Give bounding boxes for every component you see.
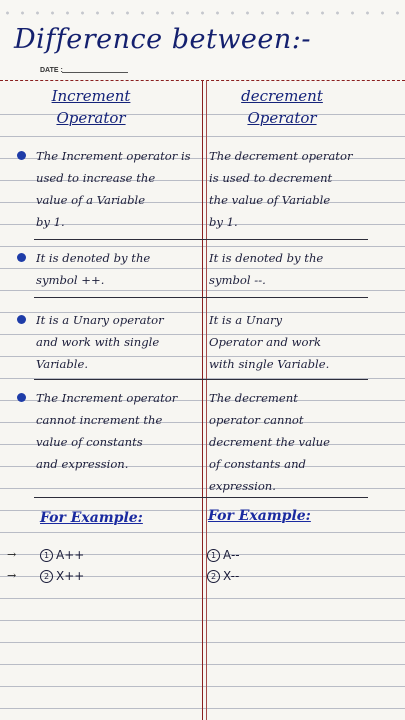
left-heading-line-2: Operator	[56, 109, 126, 127]
right-example-item-2	[207, 566, 239, 586]
bullet-icon	[17, 151, 26, 160]
row-2-left: It is denoted by the symbol ++.	[36, 251, 151, 287]
row-2-right: It is denoted by the symbol --.	[209, 251, 324, 287]
row-4-right: The decrement operator cannot decrement the value of constants and expression.	[209, 391, 331, 493]
circled-number: 2	[40, 570, 53, 583]
right-heading-line-1: decrement	[241, 87, 323, 105]
arrow-icon: →	[7, 548, 17, 561]
right-column-heading	[222, 85, 342, 129]
right-example-item-1	[207, 545, 240, 565]
example-expression: A++	[56, 548, 85, 562]
left-example-item-2	[40, 566, 84, 586]
row-3-right: It is a Unary Operator and work with single Variable.	[209, 313, 330, 371]
example-expression: X--	[223, 569, 240, 583]
arrow-icon: →	[7, 569, 17, 582]
circled-number: 1	[207, 549, 220, 562]
row-3-left: It is a Unary operator and work with single Variable.	[36, 313, 164, 371]
left-example-heading: For Example:	[40, 510, 143, 526]
bullet-icon	[17, 315, 26, 324]
right-heading-line-2: Operator	[247, 109, 317, 127]
left-heading-line-1: Increment	[51, 87, 131, 105]
row-separator	[34, 497, 368, 498]
row-separator	[34, 239, 368, 240]
row-1-right: The decrement operator is used to decrement the value of Variable by 1.	[209, 149, 353, 229]
example-expression: A--	[223, 548, 240, 562]
column-divider-double	[206, 80, 207, 720]
row-separator	[34, 379, 368, 380]
bullet-icon	[17, 253, 26, 262]
bullet-icon	[17, 393, 26, 402]
example-expression: X++	[56, 569, 85, 583]
left-column-heading	[36, 85, 146, 129]
date-blank	[62, 72, 128, 73]
circled-number: 2	[207, 570, 220, 583]
row-4-left: The Increment operator cannot increment the value of constants and expression.	[36, 391, 178, 471]
right-example-heading: For Example:	[208, 508, 311, 524]
left-example-item-1	[40, 545, 84, 565]
row-1-left: The Increment operator is used to increase the value of a Variable by 1.	[36, 149, 191, 229]
binding-dots	[0, 10, 405, 16]
circled-number: 1	[40, 549, 53, 562]
column-divider	[202, 80, 203, 720]
row-separator	[34, 297, 368, 298]
page-title: Difference between:-	[14, 24, 311, 55]
date-label: DATE :	[40, 67, 63, 74]
